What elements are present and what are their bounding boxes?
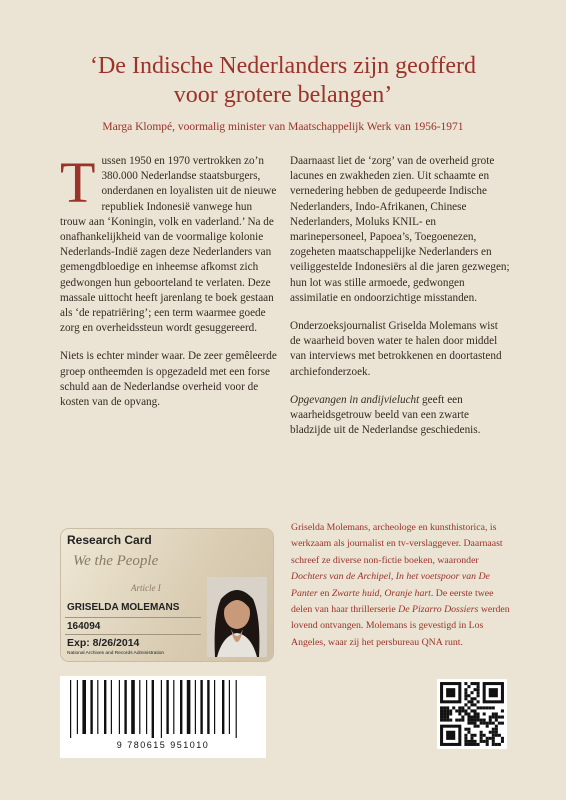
qr-module: [498, 743, 501, 746]
qr-code-pattern: [437, 679, 507, 749]
qr-module: [492, 731, 495, 734]
qr-module: [467, 700, 470, 703]
qr-module: [501, 722, 504, 725]
barcode-bar: [139, 680, 140, 734]
qr-module: [446, 716, 449, 719]
qr-module: [461, 706, 464, 709]
qr-module: [474, 740, 477, 743]
qr-module: [461, 716, 464, 719]
qr-module: [467, 719, 470, 722]
qr-module: [446, 712, 449, 715]
right-paragraph-3: [290, 393, 510, 439]
qr-module: [467, 694, 470, 697]
bio-text-2: . De eerste twee delen van haar thrillerserie: [291, 587, 494, 616]
quote-attribution: Marga Klompé, voormalig minister van Maatschappelijk Werk van 1956-1971: [102, 121, 464, 133]
qr-module: [492, 740, 495, 743]
qr-module: [474, 716, 477, 719]
qr-module: [483, 734, 486, 737]
qr-module: [458, 712, 461, 715]
qr-module: [480, 706, 483, 709]
qr-module: [489, 719, 492, 722]
title-line-1: ‘De Indische Nederlanders zijn geofferd: [89, 53, 477, 79]
qr-module: [480, 734, 483, 737]
qr-module: [446, 706, 449, 709]
qr-module: [474, 682, 477, 685]
barcode-bar: [214, 680, 215, 734]
qr-module: [464, 694, 467, 697]
isbn-barcode: [60, 676, 266, 758]
qr-module: [495, 731, 498, 734]
qr-module: [489, 716, 492, 719]
card-holder-name: GRISELDA MOLEMANS: [67, 602, 180, 613]
barcode-bar: [222, 680, 224, 734]
book-title-italic: Opgevangen in andijvielucht: [290, 393, 420, 406]
qr-module: [470, 734, 473, 737]
barcode-bar: [180, 680, 182, 734]
qr-module: [480, 740, 483, 743]
qr-module: [474, 722, 477, 725]
qr-module: [449, 712, 452, 715]
bio-text-1: Griselda Molemans, archeologe en kunsthistorica, is werkzaam als journalist en tv-verslaggever. Daarnaast schreef ze diverse non-fictie boeken, waaronder: [291, 522, 503, 566]
qr-module: [440, 716, 443, 719]
qr-module: [477, 706, 480, 709]
qr-module: [495, 725, 498, 728]
qr-module: [486, 725, 489, 728]
barcode-bar: [111, 680, 112, 734]
qr-module: [470, 682, 473, 685]
qr-module: [492, 728, 495, 731]
barcode-bar: [152, 680, 154, 738]
qr-module: [470, 716, 473, 719]
title-line-2: voor grotere belangen’: [173, 82, 393, 108]
qr-module: [486, 722, 489, 725]
qr-module: [443, 719, 446, 722]
qr-module: [492, 706, 495, 709]
qr-module: [467, 706, 470, 709]
qr-module: [458, 719, 461, 722]
left-paragraph-1: [60, 150, 280, 336]
barcode-bar: [119, 680, 120, 734]
qr-module: [492, 743, 495, 746]
bio-book-3: Zwarte huid, Oranje hart: [331, 587, 431, 599]
bio-book-1: Dochters van de Archipel: [291, 571, 391, 583]
qr-module: [467, 740, 470, 743]
right-paragraph-2: Onderzoeksjournalist Griselda Molemans wist de waarheid boven water te halen door middel van interviews met betrokkenen en doortastend archiefonderzoek.: [290, 320, 502, 378]
qr-module: [489, 731, 492, 734]
qr-module: [477, 694, 480, 697]
qr-module: [449, 709, 452, 712]
qr-module: [492, 737, 495, 740]
qr-module: [455, 719, 458, 722]
qr-module: [452, 706, 455, 709]
barcode-bar: [77, 680, 78, 734]
qr-module: [458, 706, 461, 709]
bio-separator-2: en: [317, 587, 332, 599]
barcode-bar: [200, 680, 202, 734]
drop-cap: T: [60, 150, 96, 215]
qr-module: [461, 709, 464, 712]
qr-module: [467, 712, 470, 715]
qr-module: [495, 716, 498, 719]
qr-finder-square: [446, 731, 455, 740]
qr-module: [501, 716, 504, 719]
qr-module: [474, 725, 477, 728]
qr-module: [455, 709, 458, 712]
right-column: [290, 154, 510, 451]
qr-module: [477, 685, 480, 688]
qr-module: [501, 740, 504, 743]
qr-module: [464, 712, 467, 715]
barcode-bar: [195, 680, 196, 734]
qr-module: [495, 728, 498, 731]
qr-module: [501, 709, 504, 712]
qr-module: [461, 719, 464, 722]
qr-module: [467, 716, 470, 719]
qr-module: [495, 712, 498, 715]
qr-module: [464, 743, 467, 746]
qr-module: [477, 719, 480, 722]
qr-module: [440, 709, 443, 712]
qr-module: [470, 697, 473, 700]
qr-module: [489, 737, 492, 740]
isbn-number: 9 780615 951010: [116, 740, 210, 750]
qr-module: [443, 709, 446, 712]
bio-book-4: De Pizarro Dossiers: [398, 604, 479, 616]
barcode-bar: [97, 680, 98, 734]
qr-module: [477, 691, 480, 694]
qr-module: [440, 719, 443, 722]
barcode-bar: [161, 680, 162, 738]
qr-module: [480, 719, 483, 722]
qr-module: [480, 731, 483, 734]
research-card: [61, 529, 273, 661]
card-expiration: Exp: 8/26/2014: [67, 637, 140, 649]
bio-book-2: In het voetspoor van De Panter: [291, 571, 490, 599]
qr-module: [477, 743, 480, 746]
barcode-bar: [229, 680, 230, 734]
qr-module: [467, 722, 470, 725]
qr-module: [464, 682, 467, 685]
qr-module: [489, 722, 492, 725]
bio-text-3: werden lovend ontvangen. Molemans is gevestigd in Los Angeles, waar zij het persbureau QNA runt.: [291, 604, 510, 648]
bio-separator-1: ,: [390, 571, 396, 583]
qr-module: [495, 743, 498, 746]
qr-module: [501, 737, 504, 740]
qr-module: [464, 688, 467, 691]
qr-module: [474, 697, 477, 700]
qr-module: [464, 737, 467, 740]
qr-module: [443, 716, 446, 719]
qr-module: [464, 734, 467, 737]
qr-code: [437, 679, 507, 749]
qr-module: [486, 706, 489, 709]
qr-module: [449, 719, 452, 722]
qr-module: [483, 719, 486, 722]
barcode-bar: [90, 680, 92, 734]
barcode-bar: [207, 680, 209, 734]
qr-module: [495, 734, 498, 737]
qr-module: [443, 712, 446, 715]
qr-module: [486, 743, 489, 746]
qr-module: [467, 685, 470, 688]
qr-module: [467, 728, 470, 731]
qr-module: [492, 734, 495, 737]
qr-module: [470, 709, 473, 712]
right-paragraph-3-text: geeft een waarheidsgetrouw beeld van een zwarte bladzijde uit de Nederlandse geschiedenis.: [290, 393, 481, 437]
qr-module: [480, 737, 483, 740]
qr-module: [470, 691, 473, 694]
qr-module: [458, 709, 461, 712]
qr-module: [486, 737, 489, 740]
qr-module: [492, 712, 495, 715]
barcode-bar: [124, 680, 126, 734]
qr-module: [464, 740, 467, 743]
card-divider: [65, 617, 201, 618]
barcode-bar: [104, 680, 106, 734]
barcode-bar: [131, 680, 135, 734]
barcode-bar: [236, 680, 237, 738]
barcode-bar: [166, 680, 168, 734]
qr-module: [464, 709, 467, 712]
left-column: [60, 150, 280, 423]
card-script-subtext: Article I: [131, 583, 161, 593]
qr-module: [470, 722, 473, 725]
qr-module: [470, 700, 473, 703]
card-script-text: We the People: [73, 553, 159, 569]
qr-module: [467, 731, 470, 734]
card-divider: [65, 634, 201, 635]
qr-module: [440, 712, 443, 715]
card-title: Research Card: [67, 533, 152, 547]
barcode-bar: [70, 680, 71, 738]
qr-module: [477, 716, 480, 719]
qr-module: [474, 743, 477, 746]
qr-module: [470, 740, 473, 743]
qr-module: [480, 722, 483, 725]
qr-module: [470, 737, 473, 740]
qr-module: [474, 712, 477, 715]
right-paragraph-1: Daarnaast liet de ‘zorg’ van de overheid grote lacunes en zwakheden zien. Uit schaamte en vernedering hebben de gedupeerde Indische Nederlanders, Indo-Afrikanen, Chinese Nederlanders, Moluks KNIL- en marinepersoneel, Papoea’s, Toegoenezen, zogeheten maatschappelijke Nederlanders en veiliggestelde Indonesiërs al die jaren gezwegen; hun lot was stille armoede, gedwongen assimilatie en ondoorzichtige misstanden.: [290, 155, 510, 304]
qr-finder-square: [446, 688, 455, 697]
qr-module: [464, 697, 467, 700]
qr-module: [464, 703, 467, 706]
qr-module: [474, 703, 477, 706]
card-organization: National Archives and Records Administration: [67, 651, 165, 656]
left-paragraph-1-text: ussen 1950 en 1970 vertrokken zo’n 380.000 Nederlandse staatsburgers, onderdanen en loyalisten uit de nieuwe republiek Indonesië vanwege hun trouw aan ‘Koningin, volk en vaderland.’ Na de onafhankelijkheid van de voormalige kolonie Nederlands-Indië zagen deze Nederlanders van gemengdbloedige en inheemse afkomst zich gedwongen hun geboorteland te verlaten. Deze massale uittocht heeft jarenlang te boek gestaan als ‘de repatriëring’; een term waarmee goede zorg en overheidssteun wordt gesuggereerd.: [60, 155, 277, 335]
qr-module: [477, 700, 480, 703]
barcode-bar: [187, 680, 191, 734]
qr-module: [464, 728, 467, 731]
qr-module: [446, 719, 449, 722]
qr-module: [440, 706, 443, 709]
qr-module: [477, 688, 480, 691]
qr-module: [474, 719, 477, 722]
author-photo: [207, 577, 267, 657]
qr-module: [492, 722, 495, 725]
qr-module: [443, 706, 446, 709]
qr-module: [467, 743, 470, 746]
qr-module: [474, 734, 477, 737]
qr-module: [489, 706, 492, 709]
qr-module: [477, 682, 480, 685]
qr-module: [446, 709, 449, 712]
barcode-bar: [173, 680, 174, 734]
book-title: [0, 52, 566, 110]
qr-module: [498, 734, 501, 737]
qr-module: [498, 722, 501, 725]
barcode-bar: [146, 680, 147, 734]
qr-module: [470, 743, 473, 746]
qr-finder-square: [489, 688, 498, 697]
qr-module: [464, 691, 467, 694]
qr-module: [470, 703, 473, 706]
qr-module: [483, 722, 486, 725]
qr-module: [483, 712, 486, 715]
qr-module: [486, 740, 489, 743]
author-bio: [291, 520, 513, 651]
left-paragraph-2: Niets is echter minder waar. De zeer gemêleerde groep ontheemden is opgezadeld met een forse schuld aan de Nederlandse overheid voor de kosten van de opvang.: [60, 350, 277, 409]
card-id-number: 164094: [67, 621, 101, 632]
barcode-bars: [60, 676, 266, 738]
qr-module: [477, 712, 480, 715]
qr-module: [474, 709, 477, 712]
qr-module: [474, 688, 477, 691]
qr-module: [477, 725, 480, 728]
qr-module: [498, 716, 501, 719]
qr-module: [470, 719, 473, 722]
qr-module: [483, 740, 486, 743]
qr-module: [495, 719, 498, 722]
barcode-bar: [82, 680, 86, 734]
qr-module: [483, 706, 486, 709]
qr-module: [492, 716, 495, 719]
